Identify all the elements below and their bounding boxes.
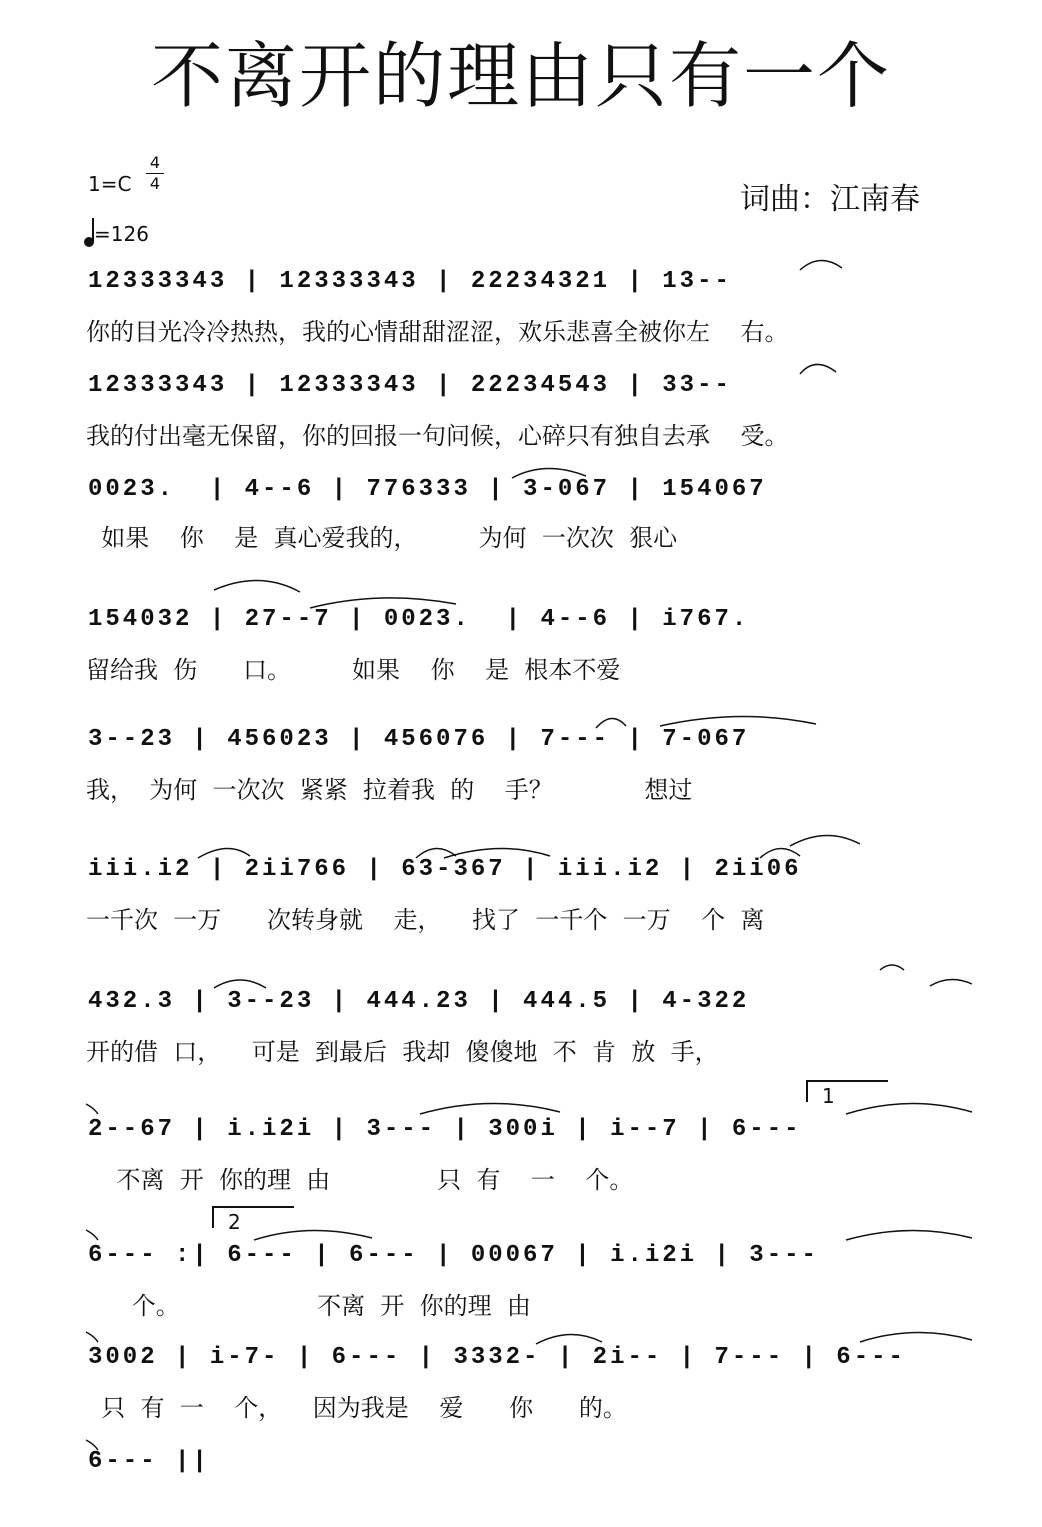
notation-line-7: 432.3 | 3--23 | 444.23 | 444.5 | 4-322 [88, 988, 750, 1015]
slur [880, 965, 904, 970]
slur [214, 980, 266, 988]
notation-line-2: 12333343 | 12333343 | 22234543 | 33-- [88, 372, 732, 399]
slur [214, 580, 300, 592]
volta-1-number: 1 [822, 1084, 835, 1108]
lyric-line-4: 留给我 伤 口。 如果 你 是 根本不爱 [86, 656, 621, 684]
slur [790, 835, 860, 846]
lyric-line-5: 我， 为何 一次次 紧紧 拉着我 的 手？ 想过 [86, 776, 693, 804]
slur [198, 848, 250, 858]
slur [800, 260, 842, 270]
notation-line-1: 12333343 | 12333343 | 22234321 | 13-- [88, 268, 732, 295]
slur [536, 1334, 602, 1344]
slur [86, 1440, 98, 1450]
lyric-line-1: 你的目光冷冷热热，我的心情甜甜涩涩，欢乐悲喜全被你左 右。 [86, 318, 789, 346]
lyric-line-9: 个。 不离 开 你的理 由 [86, 1292, 531, 1320]
meter-bottom: 4 [149, 174, 161, 193]
slur [310, 598, 456, 608]
slur [800, 364, 836, 374]
notation-line-9: 6--- :| 6--- | 6--- | 00067 | i.i2i | 3--- [88, 1242, 819, 1269]
lyric-line-6: 一千次 一万 次转身就 走， 找了 一千个 一万 个 离 [86, 906, 765, 934]
slur [444, 848, 550, 858]
slur [760, 848, 800, 858]
lyric-line-7: 开的借 口， 可是 到最后 我却 傻傻地 不 肯 放 手， [86, 1038, 719, 1066]
lyric-line-10: 只 有 一 个， 因为我是 爱 你 的。 [86, 1394, 627, 1422]
notation-line-11: 6--- || [88, 1448, 210, 1475]
page-title: 不离开的理由只有一个 [150, 34, 891, 118]
slur [420, 1103, 560, 1114]
tempo-value: =126 [94, 222, 149, 246]
lyric-line-2: 我的付出毫无保留，你的回报一句问候，心碎只有独自去承 受。 [86, 422, 789, 450]
notation-line-10: 3002 | i-7- | 6--- | 3332- | 2i-- | 7--- | 6--- [88, 1344, 906, 1371]
slur [860, 1332, 972, 1342]
notation-line-8: 2--67 | i.i2i | 3--- | 300i | i--7 | 6--- [88, 1116, 802, 1143]
slur [86, 1230, 98, 1240]
notation-line-4: 154032 | 27--7 | 0023. | 4--6 | i767. [88, 606, 750, 633]
lyric-line-3: 如果 你 是 真心爱我的， 为何 一次次 狠心 [86, 524, 678, 552]
slur [86, 1104, 98, 1114]
slur [596, 718, 626, 728]
slur [930, 979, 972, 986]
slur [86, 1332, 98, 1342]
key-signature: 1=C [88, 172, 132, 196]
slur [512, 468, 586, 478]
notation-line-6: iii.i2 | 2ii766 | 63-367 | iii.i2 | 2ii06 [88, 856, 802, 883]
volta-2-number: 2 [228, 1210, 241, 1234]
slur [846, 1230, 972, 1240]
slur [846, 1103, 972, 1114]
slur [254, 1230, 372, 1240]
slur [660, 716, 816, 726]
lyric-line-8: 不离 开 你的理 由 只 有 一 个。 [86, 1166, 634, 1194]
notation-line-5: 3--23 | 456023 | 456076 | 7--- | 7-067 [88, 726, 750, 753]
meter-top: 4 [149, 153, 161, 172]
notation-line-3: 0023. | 4--6 | 776333 | 3-067 | 154067 [88, 476, 767, 503]
composer-credit: 词曲：江南春 [740, 182, 920, 217]
